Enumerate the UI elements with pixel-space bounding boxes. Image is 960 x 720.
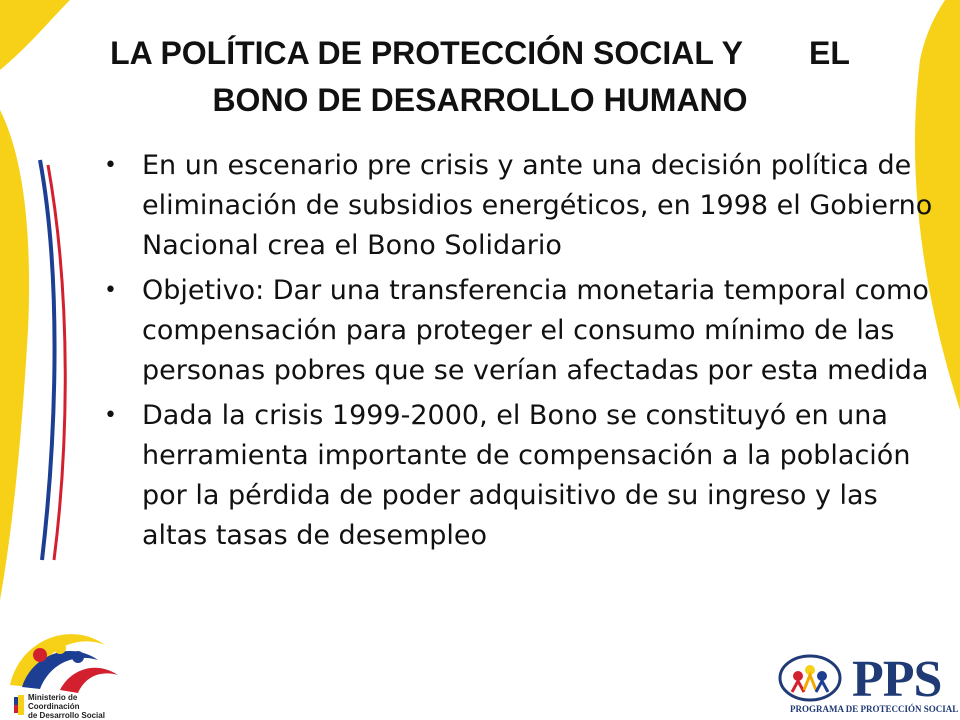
- bullet-item: [100, 396, 950, 556]
- title-line-1: [60, 30, 900, 77]
- bullet-dot-icon: •: [104, 403, 117, 428]
- ministry-label-line-1: Ministerio de Coordinación: [28, 693, 80, 711]
- ministry-label-line-2: de Desarrollo Social: [28, 711, 105, 720]
- title-line-1-end: EL: [809, 35, 850, 71]
- bullet-text: Objetivo: Dar una transferencia monetaria temporal como compensación para proteger el consumo mínimo de las personas pobres que se verían afectadas por esta medida: [142, 275, 929, 386]
- bullet-text: Dada la crisis 1999-2000, el Bono se constituyó en una herramienta importante de compensación a la población por la pérdida de poder adquisitivo de su ingreso y las altas tasas de desempleo: [142, 400, 911, 551]
- bullet-list: [100, 146, 950, 561]
- pps-subtitle: PROGRAMA DE PROTECCIÓN SOCIAL: [790, 704, 959, 714]
- bullet-dot-icon: •: [104, 278, 117, 303]
- title-line-1-main: LA POLÍTICA DE PROTECCIÓN SOCIAL Y: [110, 35, 744, 71]
- bullet-item: [100, 146, 950, 266]
- slide-title: [60, 30, 900, 124]
- pps-acronym: PPS: [852, 651, 942, 708]
- bullet-dot-icon: •: [104, 153, 117, 178]
- bullet-text: En un escenario pre crisis y ante una decisión política de eliminación de subsidios energéticos, en 1998 el Gobierno Nacional crea el Bono Solidario: [142, 150, 933, 261]
- bullet-item: [100, 271, 950, 391]
- ministry-label: [28, 693, 128, 720]
- title-line-2: BONO DE DESARROLLO HUMANO: [212, 82, 748, 118]
